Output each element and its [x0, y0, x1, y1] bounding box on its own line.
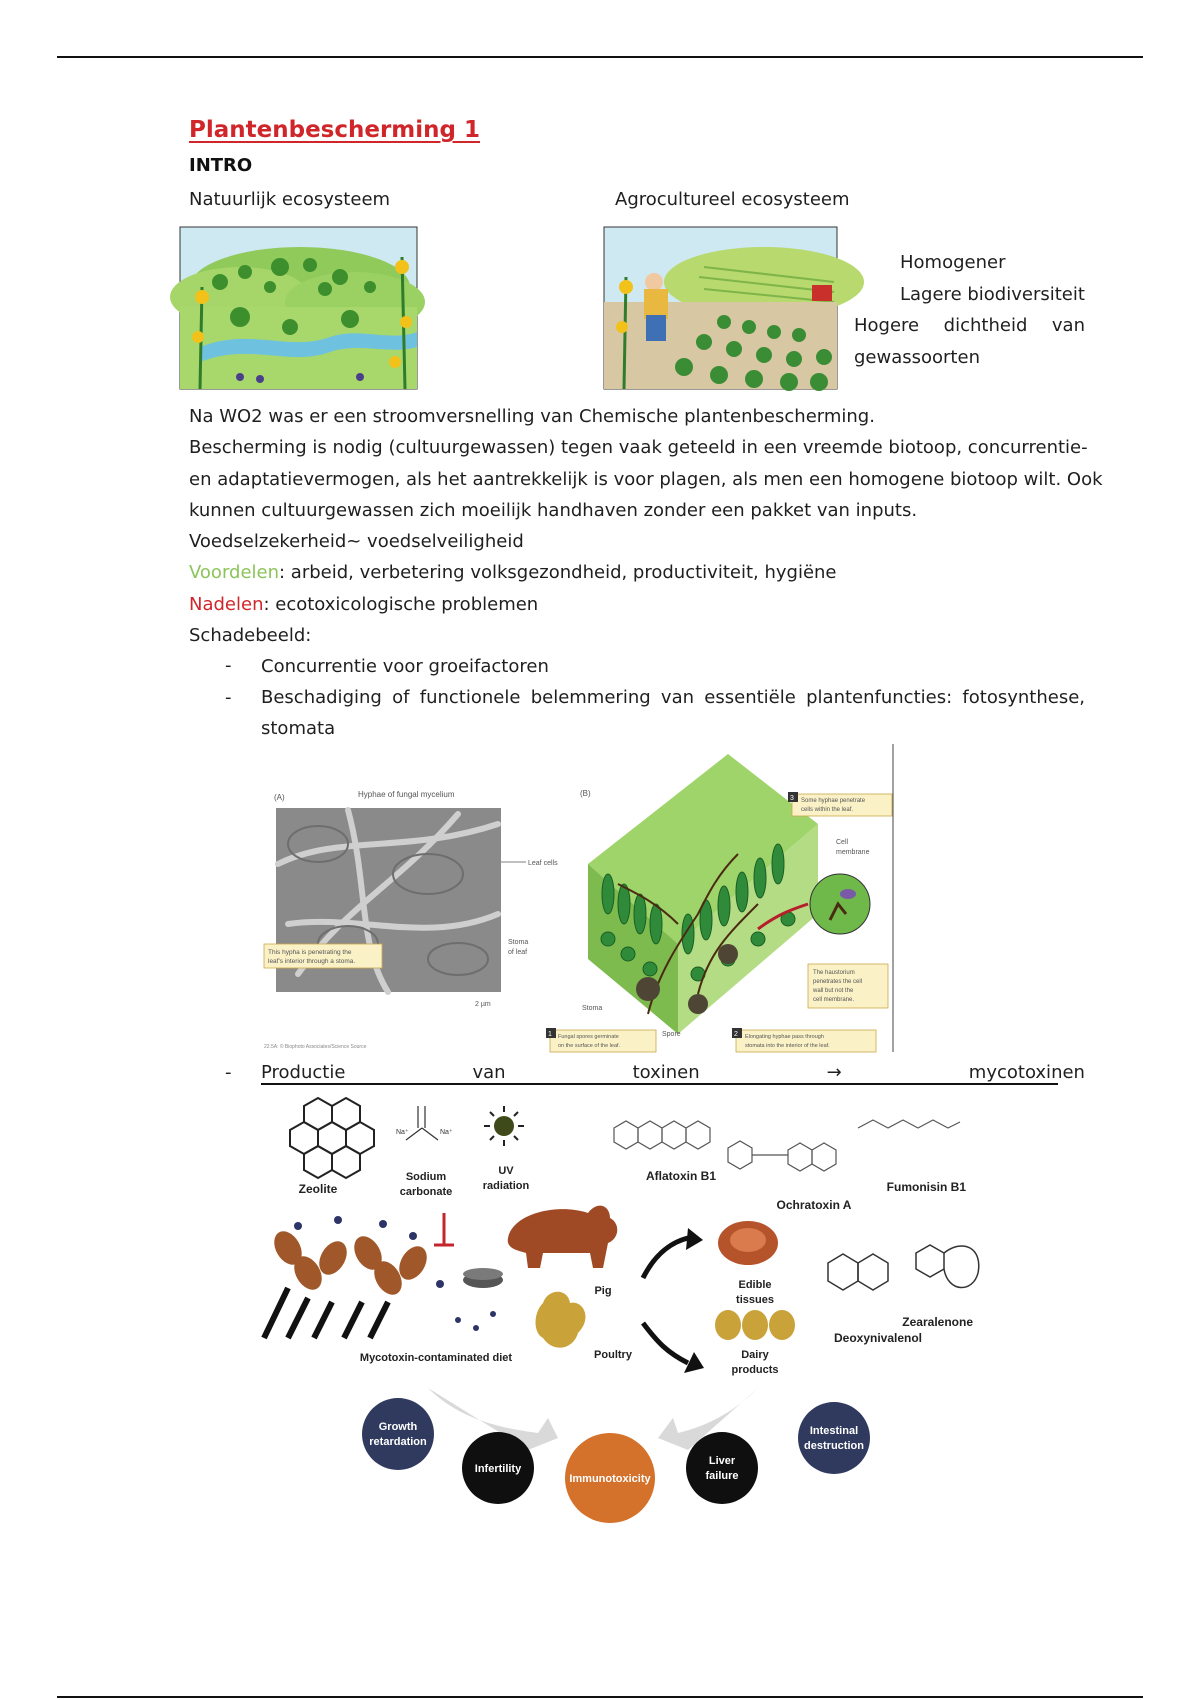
intestinal-label-1: Intestinal: [809, 1425, 859, 1437]
trait-gewassoorten: gewassoorten: [854, 346, 980, 368]
agricultural-ecosystem-image: [604, 227, 837, 389]
haustorium-2: penetrates the cell: [813, 979, 863, 985]
trait-dichtheid: Hogere dichtheid van: [854, 315, 1085, 336]
mycotoxin-figure-rule: [261, 1083, 1058, 1085]
edible-label-1: Edible: [738, 1279, 772, 1291]
bottom-rule: [57, 1696, 1143, 1698]
step-1-text-1: Fungal spores germinate: [558, 1034, 619, 1040]
cons-line: [189, 589, 1085, 620]
step-2-number: 2: [734, 1031, 738, 1038]
step-2-text-2: stomata into the interior of the leaf.: [745, 1043, 830, 1049]
zeolite-label: Zeolite: [298, 1182, 338, 1196]
sodium-label-1: Sodium: [405, 1171, 447, 1183]
dairy-label-1: Dairy: [741, 1349, 769, 1361]
uv-label-2: radiation: [482, 1180, 530, 1192]
sodium-label-2: carbonate: [399, 1186, 453, 1198]
arrow-icon: →: [826, 1062, 842, 1083]
hypha-note-2: leaf's interior through a stoma.: [268, 958, 356, 965]
stoma-label: Stoma: [582, 1005, 603, 1012]
body-line-5: Voedselzekerheid~ voedselveiligheid: [189, 531, 524, 553]
damage-label: Schadebeeld:: [189, 625, 312, 647]
uv-label-1: UV: [498, 1165, 514, 1177]
bullet-dash-2: -: [225, 687, 232, 708]
stoma-of-leaf-2: of leaf: [508, 949, 528, 956]
top-rule: [57, 56, 1143, 58]
cons-text: : ecotoxicologische problemen: [263, 593, 539, 615]
growth-label-1: Growth: [378, 1421, 418, 1433]
cell-membrane-2: membrane: [836, 849, 870, 856]
haustorium-4: cell membrane.: [813, 997, 855, 1003]
panel-a-label: (A): [274, 793, 285, 802]
body-line-4: kunnen cultuurgewassen zich moeilijk handhaven zonder een pakket van inputs.: [189, 499, 918, 521]
intestinal-label-2: destruction: [804, 1440, 864, 1452]
trait-biodiversiteit: Lagere biodiversiteit: [900, 283, 1085, 305]
fumonisin-label: Fumonisin B1: [886, 1180, 966, 1194]
mycotoxinen-word: mycotoxinen: [968, 1062, 1085, 1083]
deoxynivalenol-label: Deoxynivalenol: [833, 1331, 923, 1345]
pros-text: : arbeid, verbetering volksgezondheid, productiviteit, hygiëne: [279, 562, 837, 584]
ochratoxin-label: Ochratoxin A: [776, 1198, 852, 1212]
sodium-ion-right: Na⁺: [440, 1129, 453, 1136]
haustorium-3: wall but not the: [813, 988, 854, 994]
infertility-label: Infertility: [474, 1463, 522, 1475]
bullet-item-2-line2: stomata: [261, 718, 336, 739]
dairy-label-2: products: [731, 1364, 779, 1376]
body-line-3: en adaptatievermogen, als het aantrekkelijk is voor plagen, als men een homogene biotoop wilt. Ook: [189, 468, 1103, 490]
poultry-label: Poultry: [594, 1349, 632, 1361]
step-3-text-2: cells within the leaf.: [801, 807, 854, 813]
natural-ecosystem-image: [180, 227, 417, 389]
scale-label: 2 µm: [475, 1001, 491, 1008]
step-3-text-1: Some hyphae penetrate: [801, 798, 866, 804]
pig-label: Pig: [594, 1285, 612, 1297]
fungal-infection-figure: [258, 744, 898, 1052]
liver-label-1: Liver: [708, 1455, 736, 1467]
panel-b-label: (B): [580, 789, 591, 798]
aflatoxin-label: Aflatoxin B1: [645, 1169, 717, 1183]
pros-line: [189, 557, 1085, 588]
body-line-1: Na WO2 was er een stroomversnelling van Chemische plantenbescherming.: [189, 406, 875, 427]
step-3-number: 3: [790, 795, 794, 802]
leaf-cells-label: Leaf cells: [528, 860, 558, 867]
haustorium-1: The haustorium: [813, 970, 855, 976]
stoma-of-leaf-1: Stoma: [508, 939, 529, 946]
trait-homogener: Homogener: [900, 252, 1006, 273]
step-1-text-2: on the surface of the leaf.: [558, 1043, 621, 1049]
page-title: Plantenbescherming 1: [189, 117, 481, 143]
section-heading: INTRO: [189, 155, 253, 176]
toxinen-word: toxinen: [632, 1062, 700, 1083]
bullet-dash-1: -: [225, 655, 232, 676]
step-2-text-1: Elongating hyphae pass through: [745, 1034, 824, 1040]
hyphae-label: Hyphae of fungal mycelium: [358, 790, 455, 799]
edible-label-2: tissues: [736, 1294, 774, 1306]
agri-ecosystem-label: Agrocultureel ecosysteem: [615, 189, 850, 210]
body-line-2: Bescherming is nodig (cultuurgewassen) tegen vaak geteeld in een vreemde biotoop, concurrentie-: [189, 437, 1088, 459]
van-word: van: [472, 1062, 506, 1083]
natural-ecosystem-label: Natuurlijk ecosysteem: [189, 189, 391, 210]
bullet-item-2-line1: Beschadiging of functionele belemmering van essentiële plantenfuncties: fotosynthese,: [261, 687, 1085, 708]
mycotoxin-figure: [258, 1088, 973, 1528]
cell-membrane-1: Cell: [836, 839, 849, 846]
immunotoxicity-label: Immunotoxicity: [569, 1473, 651, 1485]
bullet-dash-3: -: [225, 1062, 232, 1083]
pros-label: Voordelen: [189, 562, 280, 584]
bullet-item-1: Concurrentie voor groeifactoren: [261, 656, 549, 677]
liver-label-2: failure: [705, 1470, 739, 1482]
diet-label: Mycotoxin-contaminated diet: [359, 1352, 513, 1364]
zearalenone-label: Zearalenone: [902, 1315, 973, 1329]
cons-label: Nadelen: [189, 593, 264, 615]
hypha-note-1: This hypha is penetrating the: [268, 949, 352, 956]
sodium-ion-left: Na⁺: [396, 1129, 409, 1136]
step-1-number: 1: [548, 1031, 552, 1038]
growth-label-2: retardation: [369, 1436, 427, 1448]
spore-label: Spore: [662, 1031, 681, 1038]
productie-word: Productie: [261, 1062, 346, 1083]
figure-credit: 22.5A: © Biophoto Associates/Science Source: [264, 1044, 367, 1050]
